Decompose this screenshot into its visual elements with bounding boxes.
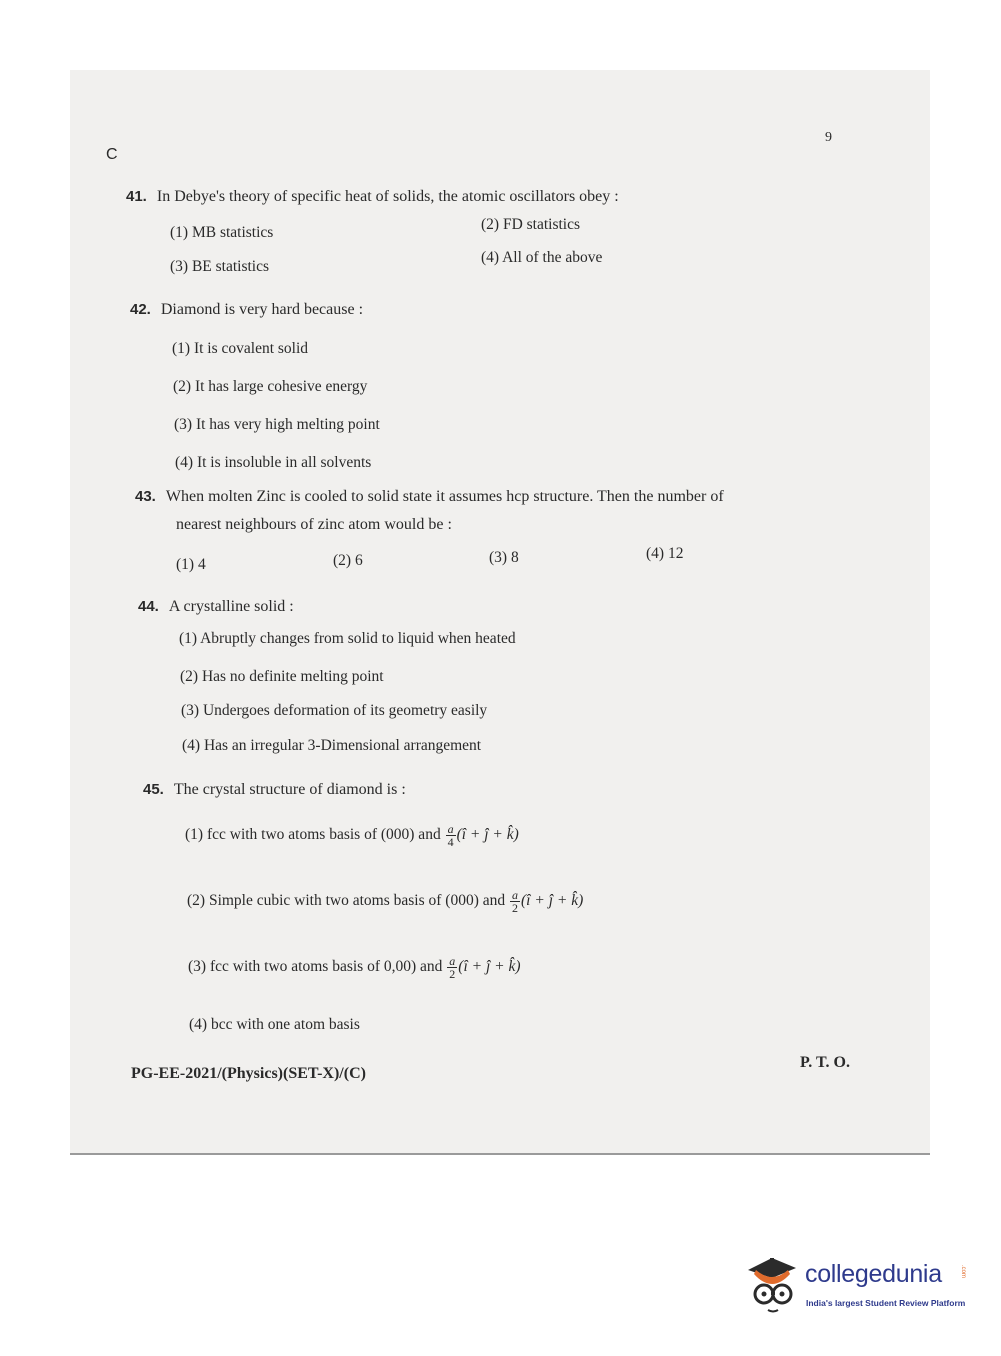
pto-label: P. T. O.	[800, 1054, 850, 1071]
option: (4) It is insoluble in all solvents	[175, 454, 372, 471]
mascot-icon	[742, 1250, 802, 1316]
option: (1) It is covalent solid	[172, 340, 309, 357]
unit-vector-sum: (î + ĵ + k̂)	[521, 892, 584, 910]
option: (1) Abruptly changes from solid to liquid when heated	[179, 630, 516, 647]
set-letter: C	[106, 146, 118, 163]
fraction: $\frac{a}{2}$	[449, 954, 456, 981]
unit-vector-sum: (î + ĵ + k̂)	[458, 958, 521, 976]
question-number: 44.	[138, 598, 159, 615]
paper-code: PG-EE-2021/(Physics)(SET-X)/(C)	[131, 1065, 366, 1082]
question-45	[143, 781, 406, 799]
option: (3) Undergoes deformation of its geometry easily	[181, 702, 488, 719]
page-number: 9	[825, 130, 832, 145]
question-number: 43.	[135, 488, 156, 505]
question-text: Diamond is very hard because :	[160, 301, 364, 318]
question-text: In Debye's theory of specific heat of solids, the atomic oscillators obey :	[156, 188, 619, 205]
fraction: $\frac{a}{2}$	[512, 888, 519, 915]
option: (2) Has no definite melting point	[180, 668, 384, 685]
option-with-formula	[185, 823, 519, 848]
question-42	[130, 301, 363, 319]
unit-vector-sum: (î + ĵ + k̂)	[456, 826, 519, 844]
option-text: (3) fcc with two atoms basis of 0,00) and	[188, 958, 443, 976]
option: (2) 6	[333, 552, 363, 569]
option: (2) FD statistics	[481, 216, 581, 233]
question-number: 42.	[130, 301, 151, 318]
logo-dotcom: .com	[960, 1265, 966, 1279]
option: (3) It has very high melting point	[174, 416, 380, 433]
question-number: 41.	[126, 188, 147, 205]
option: (3) 8	[489, 549, 519, 566]
option-text: (2) Simple cubic with two atoms basis of (000) and	[187, 892, 506, 910]
logo-name: collegedunia	[805, 1260, 942, 1288]
option: (4) bcc with one atom basis	[189, 1016, 360, 1033]
logo-tagline: India's largest Student Review Platform	[806, 1298, 966, 1308]
question-text-line2: nearest neighbours of zinc atom would be :	[176, 516, 452, 533]
question-number: 45.	[143, 781, 164, 798]
option: (4) 12	[646, 545, 684, 562]
option: (4) All of the above	[481, 249, 603, 266]
option-with-formula	[187, 889, 583, 914]
collegedunia-logo	[742, 1250, 972, 1320]
option-text: (1) fcc with two atoms basis of (000) and	[185, 826, 441, 844]
option-with-formula	[188, 955, 521, 980]
question-41	[126, 188, 619, 206]
question-43	[135, 488, 724, 506]
option: (1) 4	[176, 556, 206, 573]
question-text-line1: When molten Zinc is cooled to solid state it assumes hcp structure. Then the number of	[165, 488, 724, 505]
option: (1) MB statistics	[170, 224, 274, 241]
option: (2) It has large cohesive energy	[173, 378, 368, 395]
option: (4) Has an irregular 3-Dimensional arrangement	[182, 737, 482, 754]
question-44	[138, 598, 294, 616]
question-text: The crystal structure of diamond is :	[173, 781, 406, 798]
option: (3) BE statistics	[170, 258, 270, 275]
question-text: A crystalline solid :	[168, 598, 294, 615]
fraction: $\frac{a}{4}$	[447, 822, 454, 849]
